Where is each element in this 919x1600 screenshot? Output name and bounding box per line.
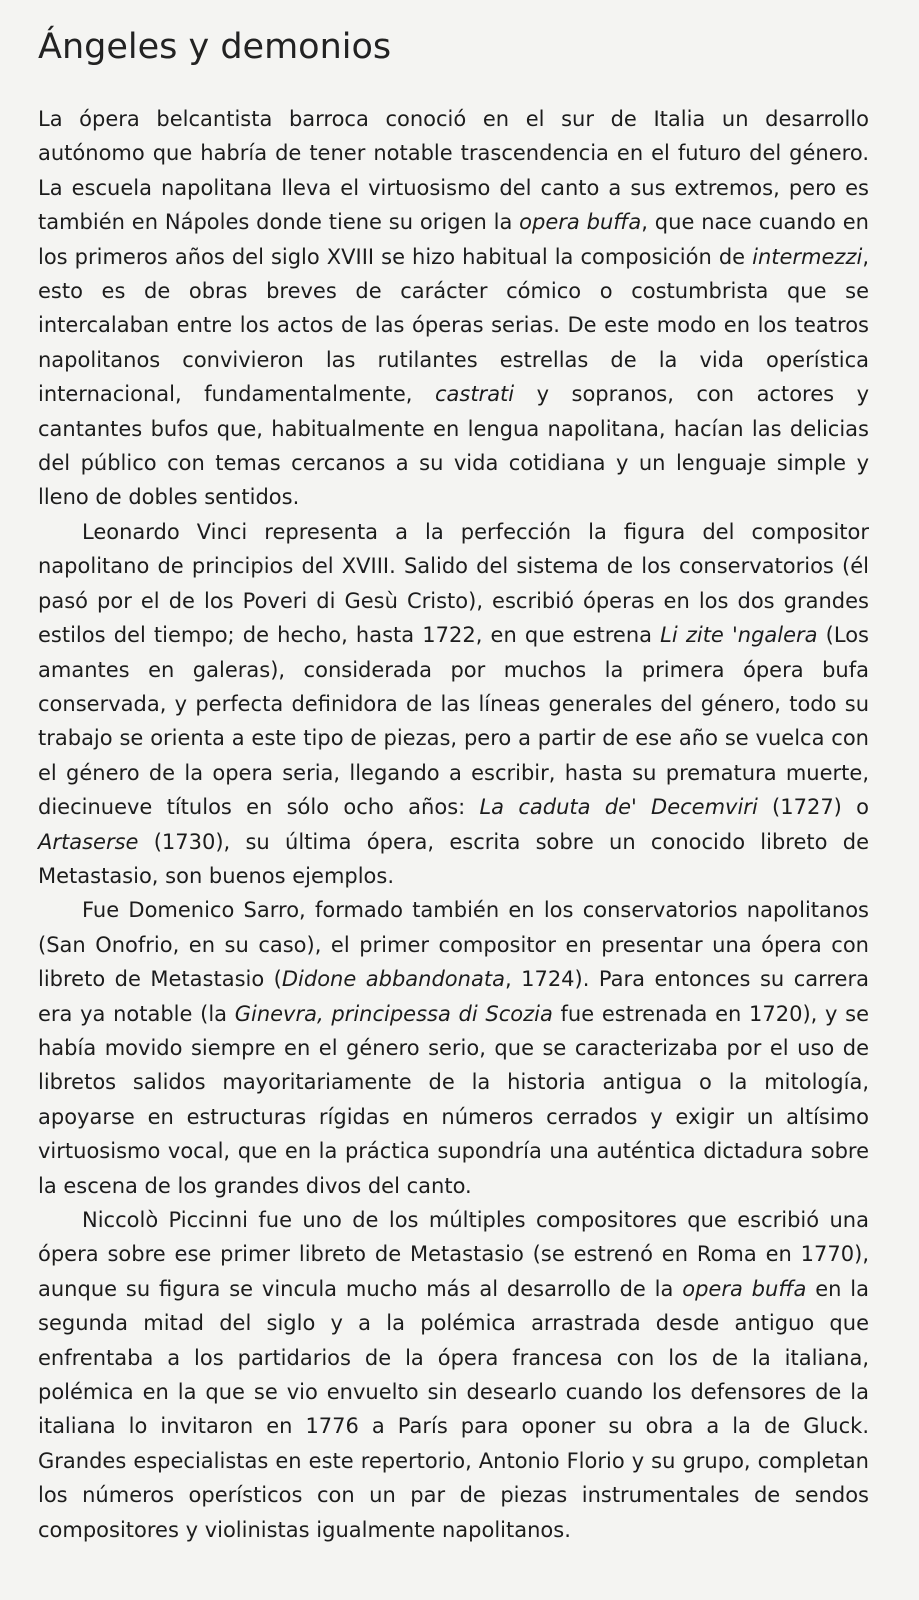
italic-title-text: intermezzi: [752, 244, 863, 269]
body-text: La ópera belcantista barroca conoció en el sur de Italia un desarrollo autónomo que habría de tener notable trascendencia en el futuro del género. La escuela napolitana lleva el virtuosismo del canto a sus extremos, pero es también en Nápoles donde tiene su origen la: [38, 107, 869, 235]
paragraph-3: [38, 893, 869, 1203]
italic-title-text: opera buffa: [519, 210, 642, 235]
paragraph-1: [38, 102, 869, 515]
article-title: Ángeles y demonios: [38, 27, 392, 67]
body-text: , esto es de obras breves de carácter cómico o costumbrista que se intercalaban entre los actos de las óperas serias. De este modo en los teatros napolitanos convivieron las rutilantes estrellas de la vida operística internacional, fundamentalmente,: [38, 244, 869, 407]
body-text: (Los amantes en galeras), considerada por muchos la primera ópera bufa conservada, y perfecta definidora de las líneas generales del género, todo su trabajo se orienta a este tipo de piezas, pero a partir de ese año se vuelca con el género de la opera seria, llegando a escribir, hasta su prematura muerte, diecinueve títulos en sólo ocho años:: [38, 623, 869, 820]
italic-title-text: Artaserse: [38, 829, 139, 854]
body-text: y sopranos, con actores y cantantes bufos que, habitualmente en lengua napolitana, hacían las delicias del público con temas cercanos a su vida cotidiana y un lenguaje simple y lleno de dobles sentidos.: [38, 382, 869, 510]
italic-title-text: castrati: [434, 382, 515, 407]
italic-title-text: Didone abbandonata: [281, 967, 505, 992]
body-text: (1730), su última ópera, escrita sobre un conocido libreto de Metastasio, son buenos ejemplos.: [38, 829, 869, 888]
body-text: Fue Domenico Sarro, formado también en los conservatorios napolitanos (San Onofrio, en su caso), el primer compositor en presentar una ópera con libreto de Metastasio (: [38, 898, 869, 992]
body-text: en la segunda mitad del siglo y a la polémica arrastrada desde antiguo que enfrentaba a los partidarios de la ópera francesa con los de la italiana, polémica en la que se vio envuelto sin desearlo cuando los defensores de la italiana lo invitaron en 1776 a París para oponer su obra a la de Gluck. Grandes especialistas en este repertorio, Antonio Florio y su grupo, completan los números operísticos con un par de piezas instrumentales de sendos compositores y violinistas igualmente napolitanos.: [38, 1276, 869, 1542]
body-text: Leonardo Vinci representa a la perfección la figura del compositor napolitano de principios del XVIII. Salido del sistema de los conservatorios (él pasó por el de los Poveri di Gesù Cristo), escribió óperas en los dos grandes estilos del tiempo; de hecho, hasta 1722, en que estrena: [38, 519, 869, 648]
body-text: , que nace cuando en los primeros años del siglo XVIII se hizo habitual la composición de: [38, 210, 869, 269]
italic-title-text: opera buffa: [682, 1276, 807, 1301]
italic-title-text: Li zite 'ngalera: [660, 623, 818, 648]
paragraph-4: [38, 1203, 869, 1547]
paragraph-2: [38, 515, 869, 893]
body-text: fue estrenada en 1720), y se había movido siempre en el género serio, que se caracterizaba por el uso de libretos salidos mayoritariamente de la historia antigua o la mitología, apoyarse en estructuras rígidas en números cerrados y exigir un altísimo virtuosismo vocal, que en la práctica supondría una auténtica dictadura sobre la escena de los grandes divos del canto.: [38, 1001, 869, 1198]
body-text: Niccolò Piccinni fue uno de los múltiples compositores que escribió una ópera sobre ese primer libreto de Metastasio (se estrenó en Roma en 1770), aunque su figura se vincula mucho más al desarrollo de la: [38, 1208, 869, 1301]
italic-title-text: La caduta de' Decemviri: [479, 795, 758, 820]
body-text: (1727) o: [757, 795, 869, 820]
italic-title-text: Ginevra, principessa di Scozia: [234, 1001, 553, 1026]
body-text: , 1724). Para entonces su carrera era ya notable (la: [38, 967, 869, 1026]
